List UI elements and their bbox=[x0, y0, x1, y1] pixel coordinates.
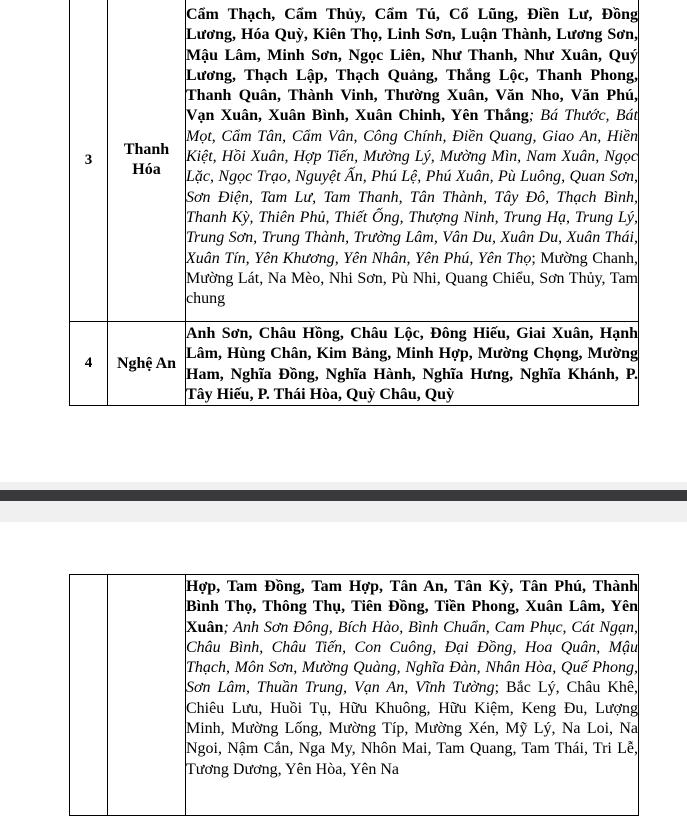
commune-list-bold: Hợp, Tam Đồng, Tam Hợp, Tân An, Tân Kỳ, Tân Phú, Thành Bình Thọ, Thông Thụ, Tiên Đồng, Tiền Phong, Xuân Lâm, Yên Xuân bbox=[186, 578, 638, 636]
commune-list-bold: Anh Sơn, Châu Hồng, Châu Lộc, Đông Hiếu, Giai Xuân, Hạnh Lâm, Hùng Chân, Kim Bảng, Minh Hợp, Mường Chọng, Mường Ham, Nghĩa Đồng, Nghĩa Hành, Nghĩa Hưng, Nghĩa Khánh, P. Tây Hiếu, P. Thái Hòa, Quỳ Châu, Quỳ bbox=[186, 325, 638, 403]
commune-table bbox=[69, 0, 639, 406]
commune-list bbox=[186, 575, 639, 816]
province-name: Thanh Hóa bbox=[108, 0, 186, 322]
document-page-bottom bbox=[0, 522, 687, 796]
commune-list-regular: ; Mường Chanh, Mường Lát, Na Mèo, Nhi Sơn, Pù Nhi, Quang Chiểu, Sơn Thủy, Tam chung bbox=[186, 249, 638, 308]
commune-list-regular: ; Bắc Lý, Châu Khê, Chiêu Lưu, Huồi Tụ, Hữu Khuông, Hữu Kiệm, Keng Đu, Lượng Minh, Mường Lống, Mường Típ, Mường Xén, Mỹ Lý, Na Loi, Na Ngoi, Nậm Cắn, Nga My, Nhôn Mai, Tam Quang, Tam Thái, Tri Lễ, Tương Dương, Yên Hòa, Yên Na bbox=[186, 679, 638, 778]
commune-table-continued bbox=[69, 574, 639, 816]
page-separator bbox=[0, 482, 687, 522]
commune-list-italic: ; Bá Thước, Bát Mọt, Cẩm Tân, Cẩm Vân, Công Chính, Điền Quang, Giao An, Hiền Kiệt, Hồi Xuân, Hợp Tiến, Mường Lý, Mường Mìn, Nam Xuân, Ngọc Lặc, Ngọc Trạo, Nguyệt Ấn, Phú Lệ, Phú Xuân, Pù Luông, Quan Sơn, Sơn Điện, Tam Lư, Tam Thanh, Tân Thành, Tây Đô, Thạch Bình, Thanh Kỳ, Thiên Phủ, Thiết Ống, Thượng Ninh, Trung Hạ, Trung Lý, Trung Sơn, Trung Thành, Trường Lâm, Vân Du, Xuân Du, Xuân Thái, Xuân Tín, Yên Khương, Yên Nhân, Yên Phú, Yên Thọ bbox=[186, 107, 638, 267]
commune-list bbox=[186, 0, 639, 322]
table-row bbox=[70, 0, 639, 322]
table-row bbox=[70, 575, 639, 816]
row-number: 3 bbox=[70, 0, 108, 322]
province-name bbox=[108, 575, 186, 816]
commune-list-italic: ; Anh Sơn Đông, Bích Hào, Bình Chuẩn, Cam Phục, Cát Ngạn, Châu Bình, Châu Tiến, Con Cuông, Đại Đồng, Hoa Quân, Mậu Thạch, Môn Sơn, Mường Quàng, Nghĩa Đàn, Nhân Hòa, Quế Phong, Sơn Lâm, Thuần Trung, Vạn An, Vĩnh Tường bbox=[186, 618, 638, 697]
row-number bbox=[70, 575, 108, 816]
commune-list bbox=[186, 322, 639, 406]
province-name: Nghệ An bbox=[108, 322, 186, 406]
page-separator-bar bbox=[0, 490, 687, 501]
table-row bbox=[70, 322, 639, 406]
commune-list-bold: Cẩm Thạch, Cẩm Thủy, Cẩm Tú, Cổ Lũng, Điền Lư, Đồng Lương, Hóa Quỳ, Kiên Thọ, Linh Sơn, Luận Thành, Lương Sơn, Mậu Lâm, Minh Sơn, Ngọc Liên, Như Thanh, Như Xuân, Quý Lương, Thạch Lập, Thạch Quảng, Thắng Lộc, Thanh Phong, Thanh Quân, Thành Vinh, Thường Xuân, Văn Nho, Văn Phú, Vạn Xuân, Xuân Bình, Xuân Chinh, Yên Thắng bbox=[186, 6, 638, 125]
row-number: 4 bbox=[70, 322, 108, 406]
